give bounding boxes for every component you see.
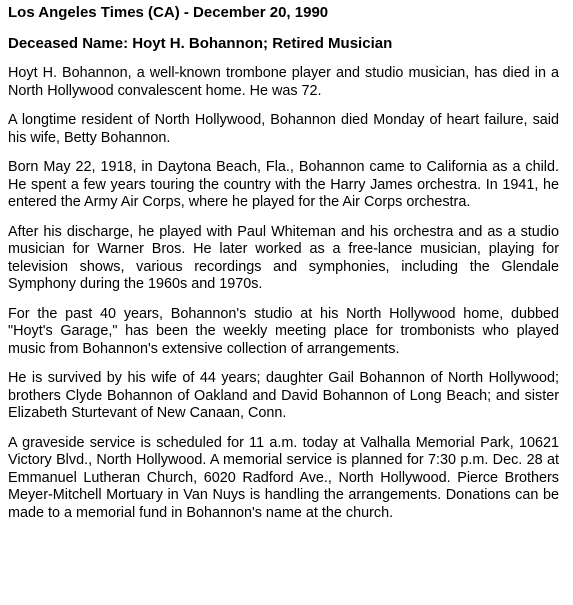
source-line: Los Angeles Times (CA) - December 20, 1990 — [8, 4, 329, 21]
paragraph-services: A graveside service is scheduled for 11 a.m. today at Valhalla Memorial Park, 10621 Victory Blvd., North Hollywood. A memorial service is planned for 7:30 p.m. Dec. 28 at Emmanuel Lutheran Church, 6020 Radford Ave., North Hollywood. Pierce Brothers Meyer-Mitchell Mortuary in Van Nuys is handling the arrangements. Donations can be made to a memorial fund in Bohannon's name at the church. — [8, 434, 559, 521]
paragraph-survivors: He is survived by his wife of 44 years; daughter Gail Bohannon of North Hollywood; brothers Clyde Bohannon of Oakland and David Bohannon of Long Beach; and sister Elizabeth Sturtevant of New Canaan, Conn. — [8, 370, 559, 421]
paragraph-early-life: Born May 22, 1918, in Daytona Beach, Fla., Bohannon came to California as a child. He spent a few years touring the country with the Harry James orchestra. In 1941, he entered the Army Air Corps, where he played for the Air Corps orchestra. — [8, 159, 559, 210]
paragraph-career: After his discharge, he played with Paul Whiteman and his orchestra and as a studio musician for Warner Bros. He later worked as a free-lance musician, playing for television shows, various recordings and symphonies, including the Glendale Symphony during the 1960s and 1970s. — [8, 223, 559, 292]
paragraph-death: A longtime resident of North Hollywood, Bohannon died Monday of heart failure, said his wife, Betty Bohannon. — [8, 112, 559, 146]
paragraph-studio: For the past 40 years, Bohannon's studio at his North Hollywood home, dubbed "Hoyt's Garage," has been the weekly meeting place for trombonists who played music from Bohannon's extensive collection of arrangements. — [8, 305, 559, 357]
paragraph-intro: Hoyt H. Bohannon, a well-known trombone player and studio musician, has died in a North Hollywood convalescent home. He was 72. — [8, 65, 559, 99]
deceased-name-line: Deceased Name: Hoyt H. Bohannon; Retired Musician — [8, 35, 393, 52]
